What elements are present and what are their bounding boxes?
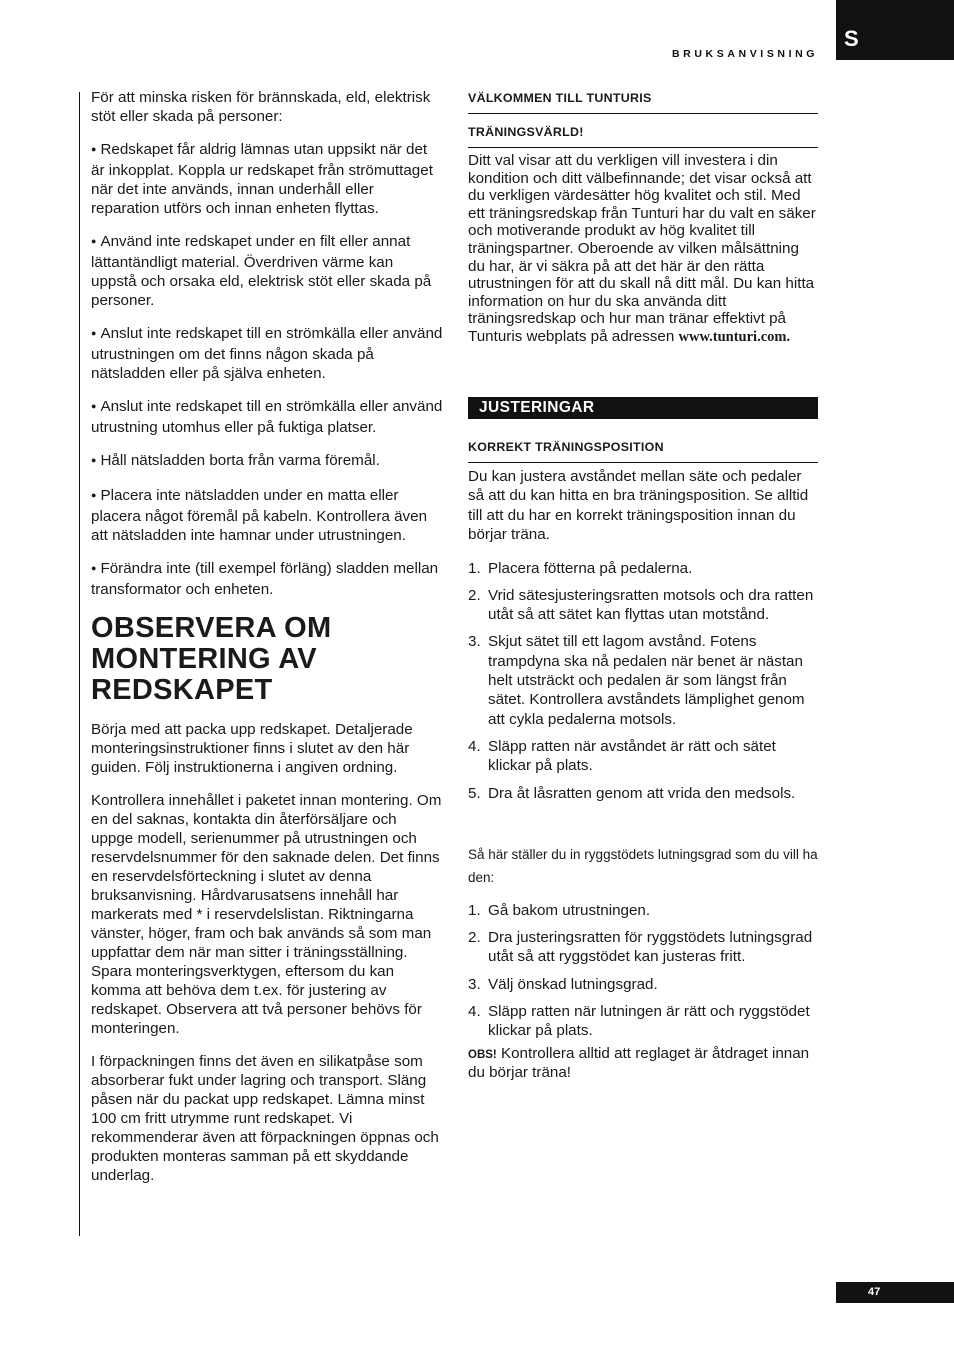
right-column	[468, 88, 818, 1082]
safety-bullet: ● Redskapet får aldrig lämnas utan uppsikt när det är inkopplat. Koppla ur redskapet från strömuttaget när det inte används, innan underhåll eller reparation utförs och innan enheten flyttas.	[91, 140, 443, 218]
safety-intro: För att minska risken för brännskada, eld, elektrisk stöt eller skada på personer:	[91, 89, 431, 125]
backrest-adjust-steps	[468, 901, 818, 1041]
page-number: 47	[868, 1286, 881, 1298]
list-item: 5. Dra åt låsratten genom att vrida den medsols.	[468, 784, 796, 802]
welcome-heading-line1: VÄLKOMMEN TILL TUNTURIS	[468, 88, 818, 114]
page-number-tab	[836, 1282, 954, 1303]
backrest-intro: Så här ställer du in ryggstödets lutningsgrad som du vill ha den:	[468, 846, 818, 885]
language-code: S	[844, 26, 859, 51]
safety-bullet: ● Håll nätsladden borta från varma föremål.	[91, 451, 443, 472]
list-item: 1. Placera fötterna på pedalerna.	[468, 559, 693, 577]
safety-bullet: ● Anslut inte redskapet till en strömkälla eller använd utrustning utomhus eller på fuktiga platser.	[91, 397, 443, 437]
list-item: 3. Välj önskad lutningsgrad.	[468, 975, 658, 993]
language-tab	[836, 0, 954, 60]
assembly-heading: OBSERVERA OM MONTERING AV REDSKAPET	[91, 612, 332, 706]
final-note: OBS! Kontrollera alltid att reglaget är åtdraget innan du börjar träna!	[468, 1044, 810, 1081]
list-item: 2. Dra justeringsratten för ryggstödets lutningsgrad utåt så att ryggstödet kan justeras fritt.	[468, 929, 813, 966]
left-column-rule	[79, 92, 80, 1236]
assembly-paragraph: Börja med att packa upp redskapet. Detaljerade monteringsinstruktioner finns i slutet av den här guiden. Följ instruktionerna i angiven ordning.	[91, 721, 413, 776]
assembly-paragraph: Kontrollera innehållet i paketet innan montering. Om en del saknas, kontakta din återförsäljare och uppge modell, serienummer på utrustningen och reservdelsnummer för den saknade delen. Det finns en reservdelsförteckning i slutet av denna bruksanvisning. Hårdvarusatsens innehåll har markerats med * i reservdelslistan. Riktningarna vänster, höger, fram och bak används så som man uppfattar dem när man sitter i träningsställning. Spara monteringsverktygen, eftersom du kan komma att behöva dem t.ex. för justering av redskapet. Observera att två personer behövs för monteringen.	[91, 792, 442, 1037]
assembly-paragraph: I förpackningen finns det även en silikatpåse som absorberar fukt under lagring och transport. Släng påsen när du packat upp redskapet. Lämna minst 100 cm fritt utrymme runt redskapet. Vi rekommenderar även att förpackningen öppnas och produkten monteras samman på ett skyddande underlag.	[91, 1053, 439, 1184]
welcome-heading-line2: TRÄNINGSVÄRLD!	[468, 114, 818, 148]
safety-bullet: ● Placera inte nätsladden under en matta eller placera något föremål på kabeln. Kontrollera även att nätsladden inte hamnar under utrustningen.	[91, 486, 443, 545]
training-position-heading: KORREKT TRÄNINGSPOSITION	[468, 437, 818, 463]
list-item: 1. Gå bakom utrustningen.	[468, 901, 651, 919]
website-url: www.tunturi.com.	[678, 328, 791, 345]
safety-bullet: ● Anslut inte redskapet till en strömkälla eller använd utrustningen om det finns någon skada på nätsladden eller på själva enheten.	[91, 324, 443, 383]
seat-adjust-steps	[468, 559, 818, 803]
list-item: 4. Släpp ratten när lutningen är rätt och ryggstödet klickar på plats.	[468, 1002, 810, 1040]
safety-bullet: ● Använd inte redskapet under en filt eller annat lättantändligt material. Överdriven värme kan uppstå och orsaka eld, elektrisk stöt eller skada på personer.	[91, 232, 443, 310]
section-title-bar: JUSTERINGAR	[468, 397, 818, 419]
list-item: 3. Skjut sätet till ett lagom avstånd. Fotens trampdyna ska nå pedalen när benet är nästan helt utsträckt och pedalen är som längst från sätet. Kontrollera avståndets lämplighet genom att cykla pedalerna motsols.	[468, 633, 805, 728]
adjust-intro: Du kan justera avståndet mellan säte och pedaler så att du kan hitta en bra träningsposition. Se alltid till att du har en korrekt träningsposition innan du börjar träna.	[468, 467, 809, 544]
welcome-body: Ditt val visar att du verkligen vill investera i din kondition och ditt välbefinnande; det visar också att du verkligen värdesätter hög kvalitet och stil. Med ett träningsredskap från Tunturi har du valt en säker och motiverande produkt av hög kvalitet till träningspartner. Oberoende av vilken målsättning du har, är vi säkra på att det här är den rätta utrustningen för att du skall nå ditt mål. Du kan hitta information on hur du ska använda ditt träningsredskap och hur man tränar effektivt på Tunturis webplats på adressen www.tunturi.com.	[468, 152, 816, 345]
note-label: OBS!	[468, 1048, 497, 1061]
list-item: 4. Släpp ratten när avståndet är rätt och sätet klickar på plats.	[468, 737, 776, 775]
left-column	[91, 88, 443, 1199]
manual-header-label: BRUKSANVISNING	[672, 48, 819, 60]
safety-bullet: ● Förändra inte (till exempel förläng) sladden mellan transformator och enheten.	[91, 559, 443, 599]
list-item: 2. Vrid sätesjusteringsratten motsols och dra ratten utåt så att sätet kan flyttas utan motstånd.	[468, 586, 814, 624]
